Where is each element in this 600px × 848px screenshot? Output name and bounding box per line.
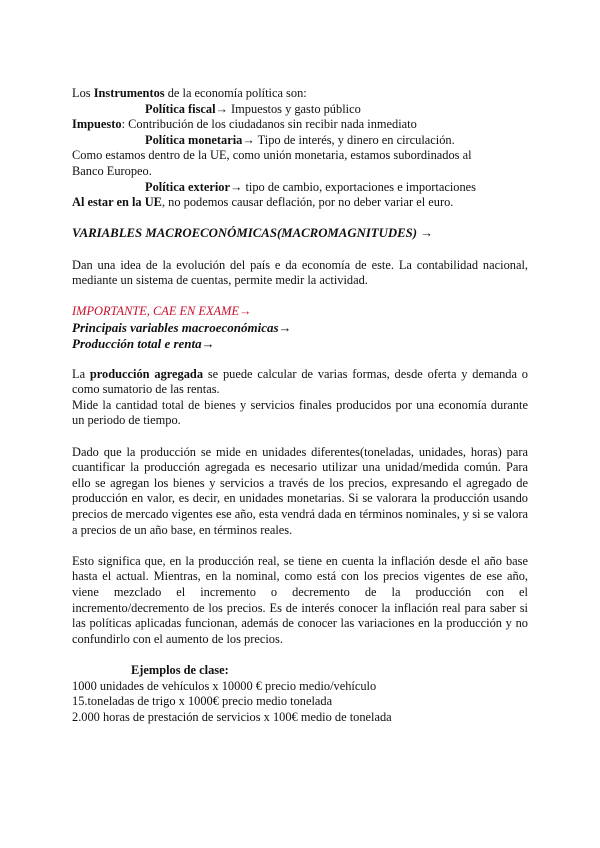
deflacion-term: Al estar en la UE [72,195,162,210]
fiscal-term: Política fiscal [145,101,216,116]
dado-paragraph: Dado que la producción se mide en unidades diferentes(toneladas, unidades, horas) para cuantificar la producción agregada es necesario utilizar una unidad/medida común. Para ello se agregan los bienes y servicios a través de los precios, expresando el agregado de producción en valor, es decir, en unidades monetarias. Si se valorara la producción usando precios de mercado vigentes ese año, esta vendrá dada en términos nominales, y si se valora a precios de un año base, en términos reales. [72,444,528,537]
exterior-desc: → tipo de cambio, exportaciones e importaciones [229,179,476,194]
ejemplos-title-text: Ejemplos de clase: [131,662,229,677]
ejemplo-item: 15.toneladas de trigo x 1000€ precio medio tonelada [72,694,333,709]
fiscal-desc: → Impuestos y gasto público [215,101,361,116]
monetaria-desc: → Tipo de interés, y dinero en circulación. [242,132,455,147]
exterior-line [72,180,528,196]
impuesto-desc: : Contribución de los ciudadanos sin recibir nada inmediato [121,117,417,132]
principais-heading: Principais variables macroeconómicas→ [72,319,292,335]
section-heading: VARIABLES MACROECONÓMICAS(MACROMAGNITUDES) → [72,226,434,241]
evolution-paragraph: Dan una idea de la evolución del país e da economía de este. La contabilidad nacional, mediante un sistema de cuentas, permite medir la actividad. [72,257,528,288]
impuesto-term: Impuesto [72,117,122,132]
agregada-pre: La [72,366,90,381]
monetaria-term: Política monetaria [145,132,243,147]
intro-pre: Los [72,86,94,100]
ejemplo-item: 1000 unidades de vehículos x 10000 € precio medio/vehículo [72,678,377,693]
ejemplos-title [72,663,528,679]
produccion-total-heading: Producción total e renta→ [72,335,215,351]
agregada-term: producción agregada [89,366,204,381]
intro-bold: Instrumentos [93,86,165,100]
intro-post: de la economía política son: [164,86,307,100]
fiscal-line [72,102,528,118]
deflacion-desc: , no podemos causar deflación, por no deber variar el euro. [161,195,454,210]
exterior-term: Política exterior [145,179,230,194]
esto-paragraph: Esto significa que, en la producción real, se tiene en cuenta la inflación desde el año base hasta el actual. Mientras, en la nominal, como está con los precios vigentes de ese año, viene mezclado el incremento o decremento de la producción con el incremento/decremento de los precios. Es de interés conocer la inflación real para saber si las políticas aplicadas funcionan, además de conocer las variaciones en la producción y no confundirlo con el aumento de los precios. [72,553,528,646]
ue-line-1: Como estamos dentro de la UE, como unión monetaria, estamos subordinados al [72,148,472,163]
agregada-post: se puede calcular de varias formas, desde oferta y demanda o como sumatorio de las rentas. [72,366,529,397]
mide-paragraph: Mide la cantidad total de bienes y servicios finales producidos por una economía durante un periodo de tiempo. [72,397,528,428]
intro-line [72,86,528,102]
agregada-paragraph [72,367,528,398]
deflacion-line [72,195,528,211]
important-note: IMPORTANTE, CAE EN EXAME→ [72,304,252,319]
monetaria-line [72,133,528,149]
impuesto-line [72,117,528,133]
document-page [72,86,528,725]
ejemplo-item: 2.000 horas de prestación de servicios x 100€ medio de tonelada [72,709,392,724]
ue-line-2: Banco Europeo. [72,163,152,178]
